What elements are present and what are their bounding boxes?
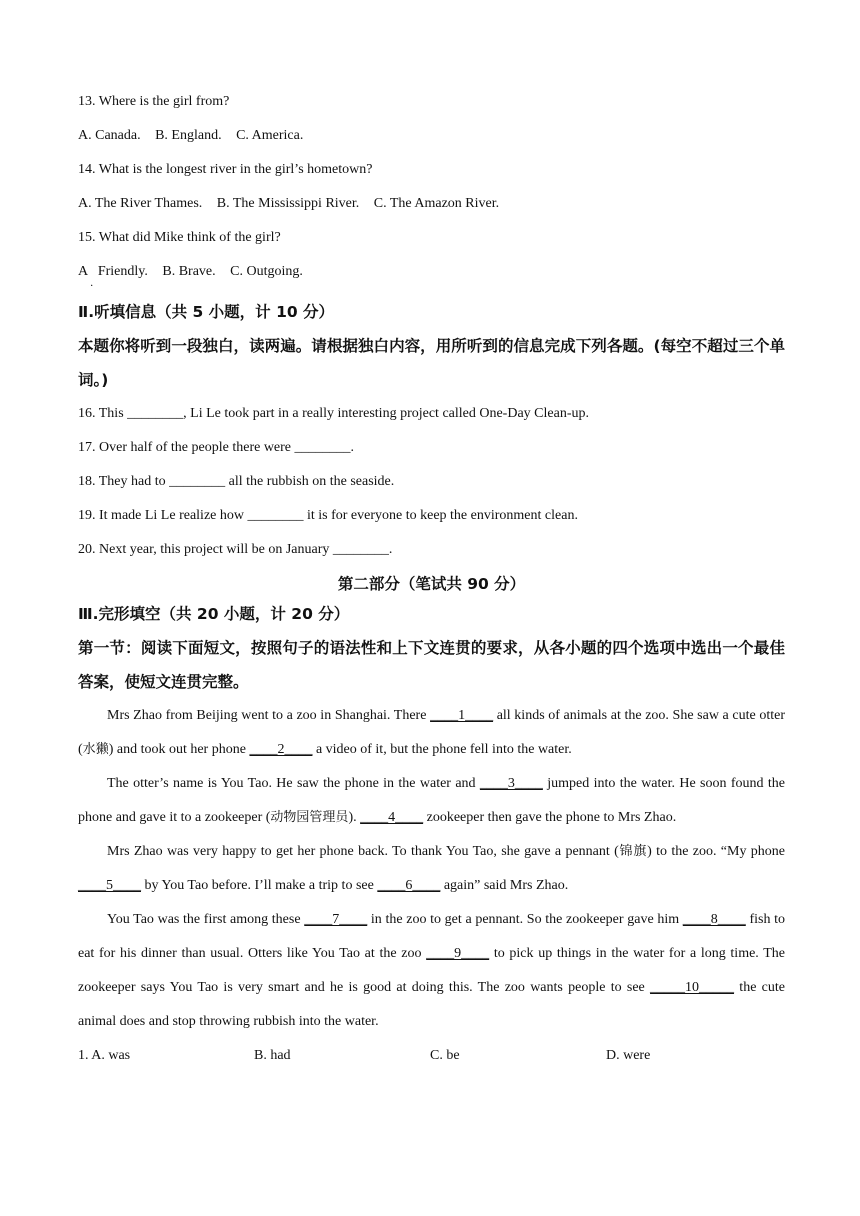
passage-text: ). xyxy=(348,810,361,825)
section-3-title: Ⅲ.完形填空（共 20 小题，计 20 分） xyxy=(78,605,350,623)
blank-4: ____4____ xyxy=(360,810,424,825)
passage-paragraph-4 xyxy=(78,903,785,1039)
passage-gloss: 动物园管理员 xyxy=(270,810,349,825)
part-2-title: 第二部分（笔试共 90 分） xyxy=(337,575,526,593)
option: C. The Amazon River. xyxy=(373,196,500,211)
question-13-options xyxy=(78,119,785,153)
question-15: 15. What did Mike think of the girl? xyxy=(78,230,281,245)
passage-text: to pick up things in the water for a long time. The zookeeper says You Tao is very smart and he is good at doing this. The zoo wants people to see xyxy=(78,946,785,995)
passage-text: ) to the zoo. “My phone xyxy=(647,844,785,859)
blank-3: ____3____ xyxy=(479,776,543,791)
passage-text: fish to eat for his dinner than usual. Otters like You Tao at the zoo xyxy=(78,912,786,961)
fill-item-16: 16. This ________, Li Le took part in a really interesting project called One-Day Clean-up. xyxy=(78,406,589,421)
passage-paragraph-3 xyxy=(78,835,785,903)
section-3-instruction: 第一节：阅读下面短文，按照句子的语法性和上下文连贯的要求，从各小题的四个选项中选出一个最佳答案，使短文连贯完整。 xyxy=(78,639,785,691)
blank-5: ____5____ xyxy=(78,878,141,893)
option: A. Canada. xyxy=(78,128,141,143)
question-14: 14. What is the longest river in the girl’s hometown? xyxy=(78,162,373,177)
passage-text: The otter’s name is You Tao. He saw the phone in the water and xyxy=(107,776,480,791)
passage-text: Mrs Zhao from Beijing went to a zoo in Shanghai. There xyxy=(107,708,431,723)
blank-2: ____2____ xyxy=(249,742,313,757)
answer-options-1 xyxy=(78,1039,785,1073)
option: A. The River Thames. xyxy=(78,196,203,211)
option: B. England. xyxy=(155,128,222,143)
passage-text: again” said Mrs Zhao. xyxy=(440,878,569,893)
option: C. America. xyxy=(236,128,304,143)
section-2-title: Ⅱ.听填信息（共 5 小题，计 10 分） xyxy=(78,303,335,321)
passage-text: ) and took out her phone xyxy=(108,742,250,757)
passage-text: You Tao was the first among these xyxy=(107,912,305,927)
blank-9: ____9____ xyxy=(426,946,490,961)
option: A Friendly. xyxy=(78,264,148,279)
passage-text: zookeeper then gave the phone to Mrs Zhao. xyxy=(423,810,677,825)
passage-text: in the zoo to get a pennant. So the zookeeper gave him xyxy=(367,912,683,927)
passage-text: all kinds of animals at the zoo. She saw a cute otter ( xyxy=(78,708,785,757)
question-13: 13. Where is the girl from? xyxy=(78,94,230,109)
question-15-options xyxy=(78,255,785,292)
fill-item-17: 17. Over half of the people there were ________. xyxy=(78,440,355,455)
exam-page xyxy=(78,85,785,1073)
fill-item-18: 18. They had to ________ all the rubbish on the seaside. xyxy=(78,474,395,489)
passage-text: a video of it, but the phone fell into the water. xyxy=(312,742,572,757)
passage-text: the cute animal does and stop throwing rubbish into the water. xyxy=(78,980,785,1029)
dot-mark-icon: · xyxy=(90,278,93,292)
answer-option: C. be xyxy=(430,1048,460,1063)
blank-10: _____10_____ xyxy=(650,980,735,995)
passage-paragraph-1 xyxy=(78,699,785,767)
option: B. Brave. xyxy=(162,264,216,279)
fill-item-20: 20. Next year, this project will be on January ________. xyxy=(78,542,393,557)
passage-text: by You Tao before. I’ll make a trip to see xyxy=(141,878,378,893)
answer-option: D. were xyxy=(606,1048,651,1063)
blank-6: ____6____ xyxy=(377,878,441,893)
blank-1: ____1____ xyxy=(430,708,494,723)
fill-item-19: 19. It made Li Le realize how ________ it is for everyone to keep the environment clean. xyxy=(78,508,578,523)
option: C. Outgoing. xyxy=(230,264,303,279)
blank-8: ____8____ xyxy=(682,912,746,927)
option: B. The Mississippi River. xyxy=(216,196,360,211)
passage-paragraph-2 xyxy=(78,767,785,835)
answer-option: 1. A. was xyxy=(78,1048,131,1063)
blank-7: ____7____ xyxy=(304,912,368,927)
passage-gloss: 锦旗 xyxy=(618,844,648,859)
passage-text: jumped into the water. He soon found the phone and gave it to a zookeeper ( xyxy=(78,776,785,825)
question-14-options xyxy=(78,187,785,221)
passage-gloss: 水獭 xyxy=(82,742,109,757)
passage-text: Mrs Zhao was very happy to get her phone back. To thank You Tao, she gave a pennant ( xyxy=(107,844,619,859)
answer-option: B. had xyxy=(254,1048,291,1063)
section-2-instruction: 本题你将听到一段独白，读两遍。请根据独白内容，用所听到的信息完成下列各题。(每空不超过三个单词。) xyxy=(78,337,785,389)
